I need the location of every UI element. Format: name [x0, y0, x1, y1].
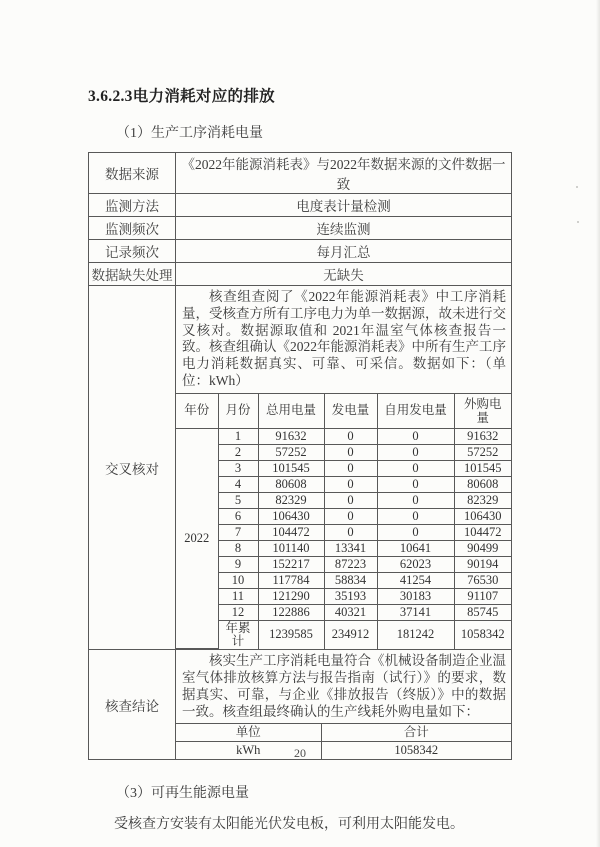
total-use-cell: 122886: [258, 604, 324, 620]
month-cell: 11: [218, 588, 258, 604]
table-row: [89, 263, 512, 286]
subsection-3-title: （3）可再生能源电量: [116, 786, 249, 802]
row-value: 连续监测: [176, 217, 512, 240]
self-use-cell: 10641: [377, 540, 454, 556]
row-label: 数据缺失处理: [89, 263, 176, 286]
self-use-cell: 0: [377, 428, 454, 444]
conclusion-content: [176, 650, 512, 760]
table-row: [176, 444, 511, 460]
purchased-cell: 90499: [454, 540, 511, 556]
total-use-cell: 101140: [258, 540, 324, 556]
generated-cell: 0: [324, 428, 377, 444]
cross-check-content: [176, 286, 512, 650]
generated-cell: 13341: [324, 540, 377, 556]
table-row: [176, 588, 511, 604]
generated-cell: 0: [324, 508, 377, 524]
document-content: [88, 84, 512, 833]
table-row: [176, 604, 511, 620]
month-cell: 2: [218, 444, 258, 460]
total-use-cell: 80608: [258, 476, 324, 492]
month-cell: 7: [218, 524, 258, 540]
generated-cell: 0: [324, 492, 377, 508]
purchased-cell: 91107: [454, 588, 511, 604]
purchased-cell: 82329: [454, 492, 511, 508]
purchased-cell: 90194: [454, 556, 511, 572]
month-cell: 8: [218, 540, 258, 556]
self-use-cell: 41254: [377, 572, 454, 588]
year-cell: 2022: [176, 428, 218, 649]
month-cell: 10: [218, 572, 258, 588]
month-cell: 6: [218, 508, 258, 524]
table-row: [89, 194, 512, 217]
annual-total-label: 年累计: [218, 620, 258, 649]
header-row: [176, 393, 511, 428]
section-heading: 3.6.2.3电力消耗对应的排放: [88, 88, 275, 105]
self-use-cell: 181242: [377, 620, 454, 649]
row-value: 《2022年能源消耗表》与2022年数据来源的文件数据一致: [176, 153, 512, 194]
scan-speck: [576, 186, 578, 188]
generated-cell: 58834: [324, 572, 377, 588]
subsection-1-title: （1）生产工序消耗电量: [116, 126, 263, 141]
table-row: [176, 428, 511, 444]
scan-edge-shadow: [596, 0, 600, 847]
generated-cell: 40321: [324, 604, 377, 620]
purchased-cell: 76530: [454, 572, 511, 588]
table-row: [176, 540, 511, 556]
total-use-cell: 1239585: [258, 620, 324, 649]
table-row: [176, 460, 511, 476]
total-use-cell: 82329: [258, 492, 324, 508]
purchased-cell: 57252: [454, 444, 511, 460]
generated-cell: 0: [324, 476, 377, 492]
closing-sentence: 受核查方安装有太阳能光伏发电板，可利用太阳能发电。: [114, 817, 464, 833]
cross-check-row: [89, 286, 512, 650]
generated-cell: 35193: [324, 588, 377, 604]
annual-total-row: [176, 620, 511, 649]
purchased-cell: 106430: [454, 508, 511, 524]
month-cell: 9: [218, 556, 258, 572]
column-header: 年份: [176, 393, 218, 428]
table-row: [176, 524, 511, 540]
self-use-cell: 0: [377, 508, 454, 524]
page-number: 20: [294, 746, 306, 760]
verification-info-table: [88, 152, 512, 760]
row-label: 记录频次: [89, 240, 176, 263]
total-use-cell: 104472: [258, 524, 324, 540]
self-use-cell: 0: [377, 444, 454, 460]
total-use-cell: 152217: [258, 556, 324, 572]
generated-cell: 0: [324, 444, 377, 460]
generated-cell: 0: [324, 524, 377, 540]
conclusion-row: [89, 650, 512, 760]
purchased-cell: 80608: [454, 476, 511, 492]
unit-header: 单位: [176, 724, 321, 742]
total-header: 合计: [321, 724, 511, 742]
cross-check-paragraph: 核查组查阅了《2022年能源消耗表》中工序消耗量，受核查方所有工序电力为单一数据源，故未进行交叉核对。数据源取值和 2021年温室气体核查报告一致。核查组确认《2022年能源消耗表》中所有生产工序电力消耗数据真实、可靠、可采信。数据如下：（单位：kWh）: [182, 289, 506, 388]
self-use-cell: 0: [377, 476, 454, 492]
row-label: 监测频次: [89, 217, 176, 240]
column-header-text: 外购电量: [463, 396, 502, 425]
month-cell: 1: [218, 428, 258, 444]
table-row: [176, 508, 511, 524]
column-header: 月份: [218, 393, 258, 428]
table-row: [89, 153, 512, 194]
total-cell: 1058342: [321, 742, 511, 760]
purchased-cell: 91632: [454, 428, 511, 444]
purchased-cell: 85745: [454, 604, 511, 620]
column-header: 总用电量: [258, 393, 324, 428]
total-use-cell: 121290: [258, 588, 324, 604]
month-cell: 3: [218, 460, 258, 476]
table-row: [176, 476, 511, 492]
self-use-cell: 0: [377, 492, 454, 508]
row-value: 电度表计量检测: [176, 194, 512, 217]
unit-cell: kWh: [176, 742, 321, 760]
month-cell: 5: [218, 492, 258, 508]
column-header: 自用发电量: [377, 393, 454, 428]
self-use-cell: 0: [377, 524, 454, 540]
purchased-cell: 101545: [454, 460, 511, 476]
row-value: 无缺失: [176, 263, 512, 286]
total-use-cell: 101545: [258, 460, 324, 476]
table-row: [89, 240, 512, 263]
column-header: [454, 393, 511, 428]
self-use-cell: 37141: [377, 604, 454, 620]
monthly-electricity-table: [176, 393, 511, 650]
self-use-cell: 30183: [377, 588, 454, 604]
purchased-cell: 1058342: [454, 620, 511, 649]
self-use-cell: 0: [377, 460, 454, 476]
scan-speck: [577, 221, 579, 223]
row-value: 每月汇总: [176, 240, 512, 263]
generated-cell: 234912: [324, 620, 377, 649]
row-label: 数据来源: [89, 153, 176, 194]
table-row: [176, 572, 511, 588]
total-use-cell: 106430: [258, 508, 324, 524]
table-row: [176, 556, 511, 572]
month-cell: 4: [218, 476, 258, 492]
row-label: 核查结论: [89, 650, 176, 760]
total-use-cell: 117784: [258, 572, 324, 588]
table-row: [89, 217, 512, 240]
total-use-cell: 57252: [258, 444, 324, 460]
generated-cell: 87223: [324, 556, 377, 572]
row-label: 监测方法: [89, 194, 176, 217]
table-row: [176, 492, 511, 508]
column-header: 发电量: [324, 393, 377, 428]
header-row: [176, 724, 511, 742]
generated-cell: 0: [324, 460, 377, 476]
total-use-cell: 91632: [258, 428, 324, 444]
purchased-cell: 104472: [454, 524, 511, 540]
row-label: 交叉核对: [89, 286, 176, 650]
conclusion-paragraph: 核实生产工序消耗电量符合《机械设备制造企业温室气体排放核算方法与报告指南（试行）》的要求，数据真实、可靠，与企业《排放报告（终版）》中的数据一致。核查组最终确认的生产线耗外购电量如下：: [182, 653, 506, 719]
month-cell: 12: [218, 604, 258, 620]
self-use-cell: 62023: [377, 556, 454, 572]
